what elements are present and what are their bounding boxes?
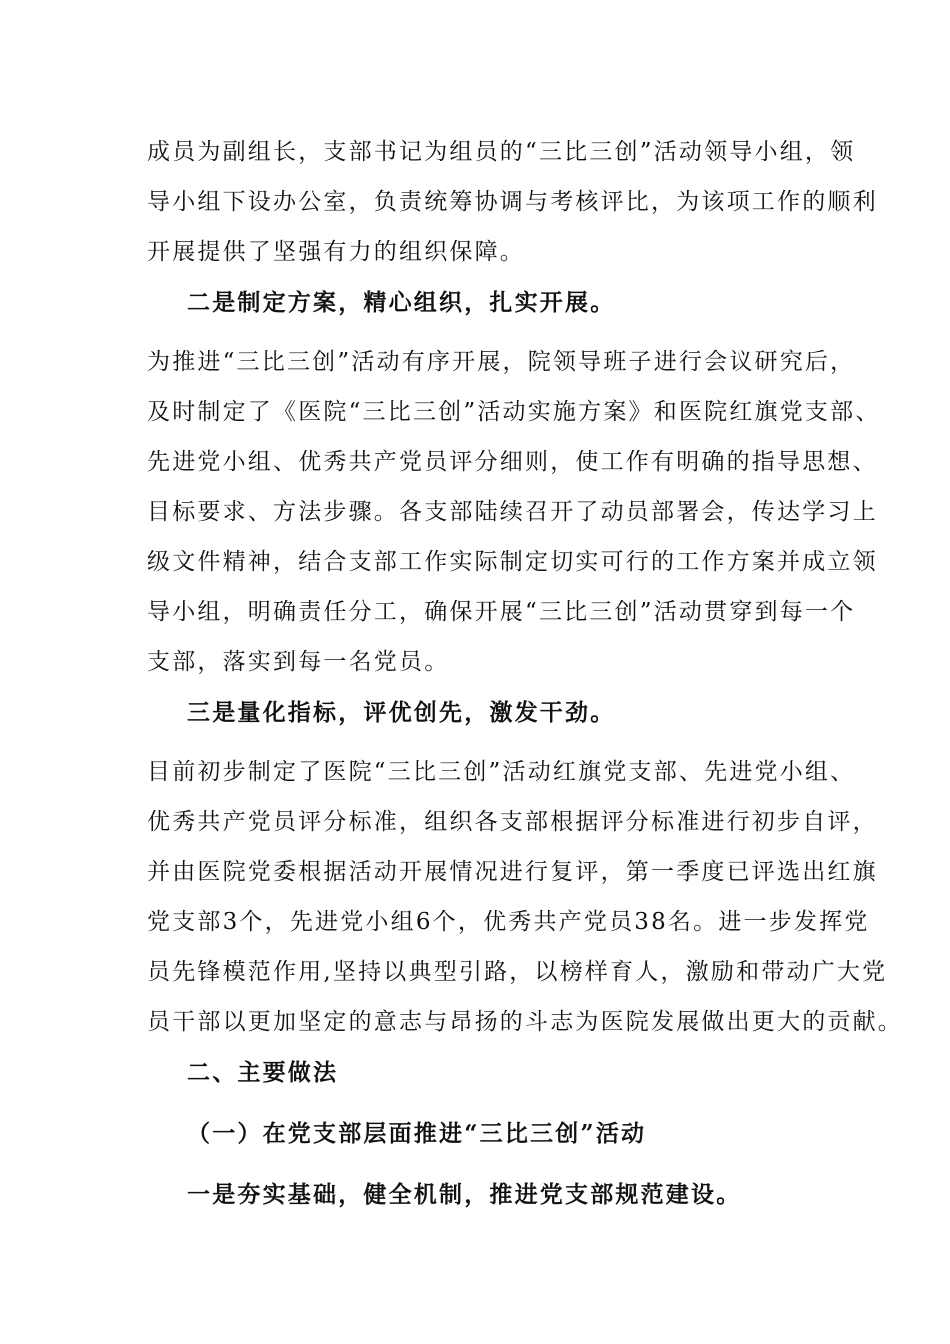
- paragraph-2-line-7: 支部，落实到每一名党员。: [147, 649, 450, 675]
- paragraph-3-line-5: 员先锋模范作用,坚持以典型引路，以榜样育人，激励和带动广大党: [147, 959, 888, 985]
- paragraph-2-line-2: 及时制定了《医院“三比三创”活动实施方案》和医院红旗党支部、: [147, 399, 881, 425]
- paragraph-2-line-5: 级文件精神，结合支部工作实际制定切实可行的工作方案并成立领: [147, 549, 878, 575]
- paragraph-1-line-2: 导小组下设办公室，负责统筹协调与考核评比，为该项工作的顺利: [147, 189, 878, 215]
- paragraph-1-line-3: 开展提供了坚强有力的组织保障。: [147, 239, 525, 265]
- heading-indicators: 三是量化指标，评优创先，激发干劲。: [187, 699, 616, 726]
- heading-plan: 二是制定方案，精心组织，扎实开展。: [187, 289, 616, 316]
- subsection-heading-branch-level: （一）在党支部层面推进“三比三创”活动: [187, 1120, 647, 1147]
- paragraph-2-line-4: 目标要求、方法步骤。各支部陆续召开了动员部署会，传达学习上: [147, 499, 878, 525]
- section-heading-main-practices: 二、主要做法: [187, 1059, 339, 1086]
- paragraph-2-line-6: 导小组，明确责任分工，确保开展“三比三创”活动贯穿到每一个: [147, 599, 856, 625]
- paragraph-3-line-4: 党支部3个，先进党小组6个，优秀共产党员38名。进一步发挥党: [147, 909, 870, 935]
- paragraph-3-line-6: 员干部以更加坚定的意志与昂扬的斗志为医院发展做出更大的贡献。: [147, 1009, 903, 1035]
- paragraph-3-line-1: 目前初步制定了医院“三比三创”活动红旗党支部、先进党小组、: [147, 759, 856, 785]
- paragraph-2-line-1: 为推进“三比三创”活动有序开展，院领导班子进行会议研究后，: [147, 349, 856, 375]
- paragraph-3-line-2: 优秀共产党员评分标准，组织各支部根据评分标准进行初步自评，: [147, 809, 878, 835]
- paragraph-3-line-3: 并由医院党委根据活动开展情况进行复评，第一季度已评选出红旗: [147, 859, 878, 885]
- heading-foundation: 一是夯实基础，健全机制，推进党支部规范建设。: [187, 1181, 742, 1208]
- paragraph-1-line-1: 成员为副组长，支部书记为组员的“三比三创”活动领导小组，领: [147, 139, 856, 165]
- paragraph-2-line-3: 先进党小组、优秀共产党员评分细则，使工作有明确的指导思想、: [147, 449, 878, 475]
